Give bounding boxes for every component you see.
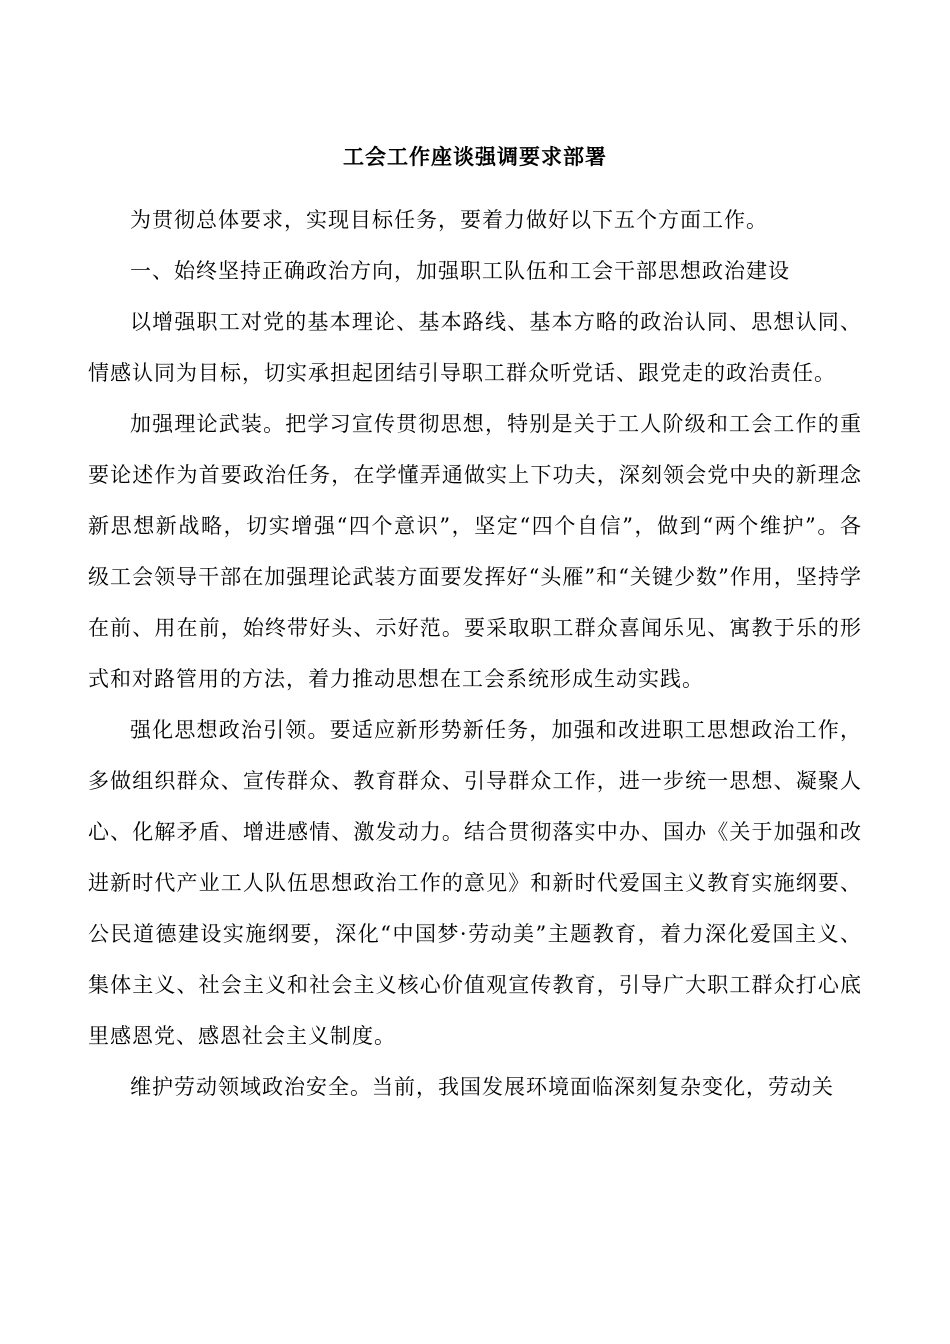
paragraph-political-security: 维护劳动领域政治安全。当前，我国发展环境面临深刻复杂变化，劳动关 [130, 1075, 834, 1099]
paragraph-section-1-summary: 以增强职工对党的基本理论、基本路线、基本方略的政治认同、思想认同、情感认同为目标，切实承担起团结引导职工群众听党话、跟党走的政治责任。 [88, 310, 862, 385]
document-body [88, 195, 862, 1113]
paragraph-theory-arming: 加强理论武装。把学习宣传贯彻思想，特别是关于工人阶级和工会工作的重要论述作为首要政治任务，在学懂弄通做实上下功夫，深刻领会党中央的新理念新思想新战略，切实增强“四个意识”，坚定“四个自信”，做到“两个维护”。各级工会领导干部在加强理论武装方面要发挥好“头雁”和“关键少数”作用，坚持学在前、用在前，始终带好头、示好范。要采取职工群众喜闻乐见、寓教于乐的形式和对路管用的方法，着力推动思想在工会系统形成生动实践。 [88, 412, 862, 691]
paragraph-ideological-guidance: 强化思想政治引领。要适应新形势新任务，加强和改进职工思想政治工作，多做组织群众、宣传群众、教育群众、引导群众工作，进一步统一思想、凝聚人心、化解矛盾、增进感情、激发动力。结合贯彻落实中办、国办《关于加强和改进新时代产业工人队伍思想政治工作的意见》和新时代爱国主义教育实施纲要、公民道德建设实施纲要，深化“中国梦·劳动美”主题教育，着力深化爱国主义、集体主义、社会主义和社会主义核心价值观宣传教育，引导广大职工群众打心底里感恩党、感恩社会主义制度。 [88, 718, 862, 1048]
paragraph-intro: 为贯彻总体要求，实现目标任务，要着力做好以下五个方面工作。 [130, 208, 768, 232]
section-heading-1: 一、始终坚持正确政治方向，加强职工队伍和工会干部思想政治建设 [130, 259, 790, 283]
document-title: 工会工作座谈强调要求部署 [343, 144, 607, 169]
